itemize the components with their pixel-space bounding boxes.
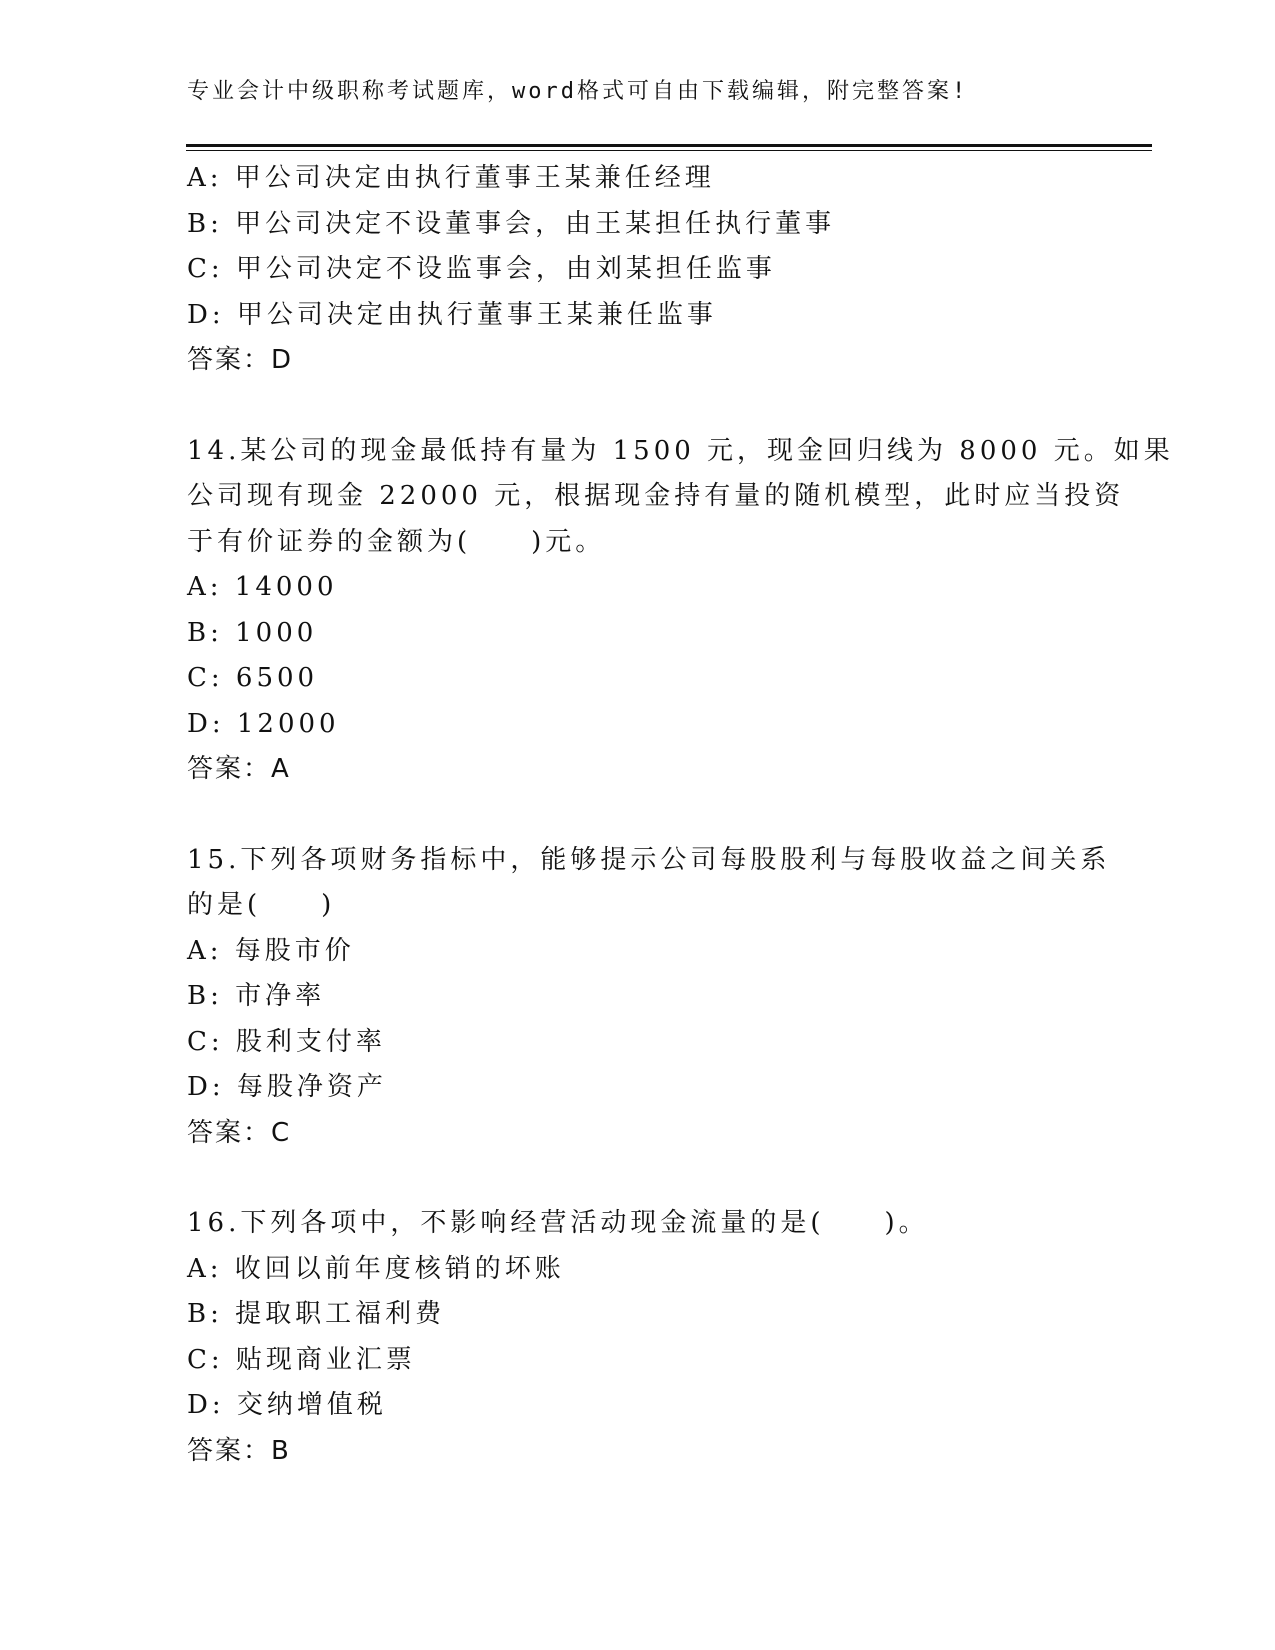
option-c: C: 6500 — [187, 663, 319, 693]
option-c: C: 股利支付率 — [187, 1026, 386, 1057]
page-header: 专业会计中级职称考试题库，word格式可自由下载编辑，附完整答案! — [187, 79, 969, 104]
stem-line: 公司现有现金 22000 元，根据现金持有量的随机模型，此时应当投资 — [187, 481, 1125, 511]
option-c: C: 甲公司决定不设监事会，由刘某担任监事 — [187, 254, 776, 284]
option-d: D: 甲公司决定由执行董事王某兼任监事 — [187, 299, 717, 330]
answer: 答案：D — [187, 345, 294, 375]
question-13 — [187, 156, 1077, 384]
header-rule-thin — [186, 150, 1152, 151]
option-d: D: 12000 — [187, 708, 340, 739]
header-rule-thick — [186, 144, 1152, 147]
question-15 — [187, 838, 1111, 1157]
option-a: A: 甲公司决定由执行董事王某兼任经理 — [187, 163, 715, 193]
option-d: D: 每股净资产 — [187, 1072, 387, 1102]
question-16 — [187, 1201, 1077, 1474]
option-b: B: 1000 — [187, 617, 318, 648]
stem-line: 的是( ) — [187, 890, 336, 920]
option-a: A: 收回以前年度核销的坏账 — [187, 1253, 565, 1284]
question-stem — [187, 1201, 1077, 1247]
option-d: D: 交纳增值税 — [187, 1390, 387, 1420]
option-b: B: 甲公司决定不设董事会，由王某担任执行董事 — [187, 208, 836, 239]
option-c: C: 贴现商业汇票 — [187, 1344, 416, 1375]
answer: 答案：C — [187, 1117, 292, 1148]
stem-line: 15.下列各项财务指标中，能够提示公司每股股利与每股收益之间关系 — [187, 844, 1111, 875]
spacer — [187, 1156, 1077, 1201]
question-stem — [187, 429, 1174, 566]
question-14 — [187, 429, 1174, 793]
stem-line: 14.某公司的现金最低持有量为 1500 元，现金回归线为 8000 元。如果 — [187, 435, 1174, 466]
stem-line: 16.下列各项中，不影响经营活动现金流量的是( )。 — [187, 1208, 929, 1238]
spacer — [187, 384, 1077, 429]
answer: 答案：B — [187, 1435, 291, 1466]
question-list — [187, 156, 1174, 1474]
stem-line: 于有价证券的金额为( )元。 — [187, 526, 606, 557]
option-b: B: 市净率 — [187, 981, 326, 1011]
option-b: B: 提取职工福利费 — [187, 1299, 446, 1329]
answer: 答案：A — [187, 754, 291, 784]
option-a: A: 每股市价 — [187, 935, 355, 966]
option-a: A: 14000 — [187, 572, 338, 602]
spacer — [187, 793, 1077, 838]
question-stem — [187, 838, 1111, 929]
